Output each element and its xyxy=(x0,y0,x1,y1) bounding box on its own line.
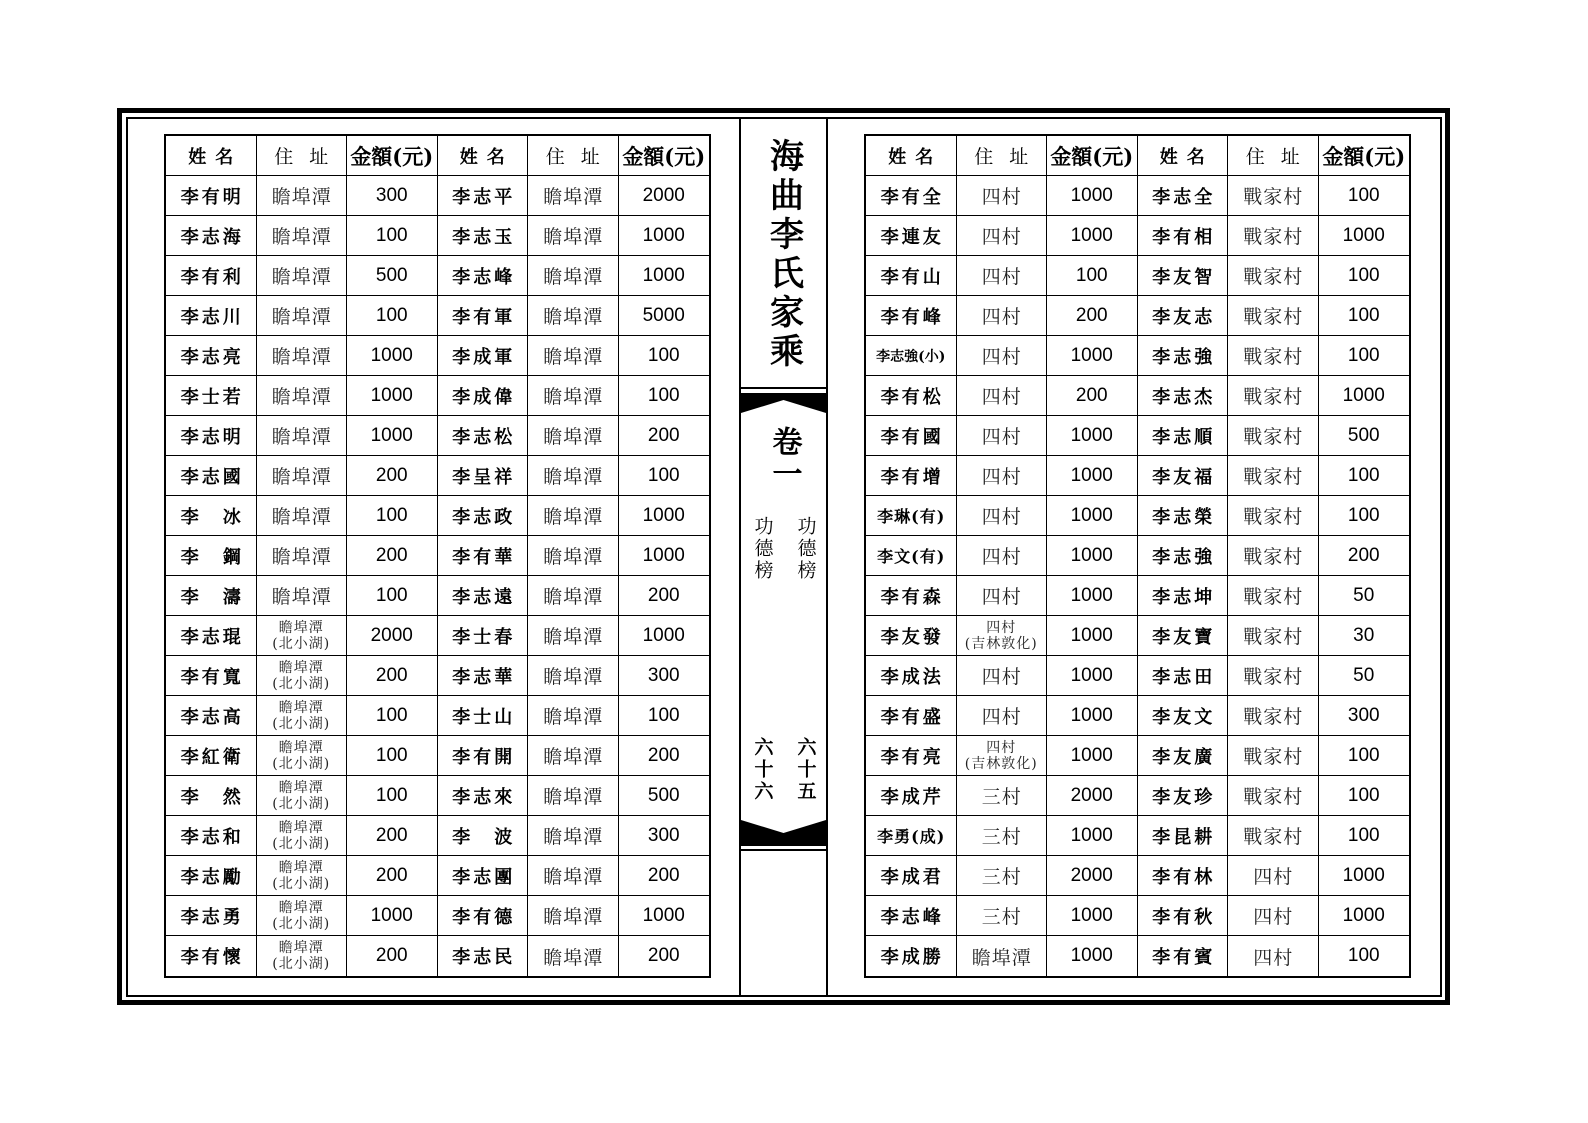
donor-name: 李有秋 xyxy=(1138,896,1229,936)
donor-name: 李文(有) xyxy=(866,536,957,576)
donor-address: 戰家村 xyxy=(1228,216,1319,256)
donor-name: 李友智 xyxy=(1138,256,1229,296)
donor-name: 李有國 xyxy=(866,416,957,456)
donor-address: 四村 xyxy=(1228,936,1319,976)
header-name: 姓名 xyxy=(166,136,257,176)
address-note: (北小湖) xyxy=(272,915,331,932)
donor-address: 瞻埠潭 xyxy=(528,536,619,576)
donor-name: 李 然 xyxy=(166,776,257,816)
donor-address: 戰家村 xyxy=(1228,616,1319,656)
donation-amount: 1000 xyxy=(619,216,710,256)
donation-amount: 200 xyxy=(647,945,680,966)
donor-name: 李志田 xyxy=(1138,656,1229,696)
donor-name: 李志勵 xyxy=(166,856,257,896)
address-village: 瞻埠潭 xyxy=(278,940,324,956)
donation-amount: 2000 xyxy=(1047,856,1138,896)
donor-address: 戰家村 xyxy=(1228,416,1319,456)
donation-amount: 100 xyxy=(1319,496,1410,536)
donor-address: 瞻埠潭 xyxy=(528,816,619,856)
donation-amount: 100 xyxy=(1319,296,1410,336)
donor-name: 李士春 xyxy=(438,616,529,656)
donation-amount: 200 xyxy=(1047,376,1138,416)
header-amount: 金額(元) xyxy=(1047,136,1138,176)
donation-amount: 1000 xyxy=(347,376,438,416)
donor-name: 李成君 xyxy=(866,856,957,896)
address-village: 瞻埠潭 xyxy=(278,619,324,636)
donor-address: 瞻埠潭 xyxy=(528,616,619,656)
donation-amount: 200 xyxy=(1047,296,1138,336)
donor-name: 李琳(有) xyxy=(866,496,957,536)
donor-name: 李志川 xyxy=(166,296,257,336)
donor-address: 瞻埠潭 xyxy=(257,376,348,416)
donor-name: 李志華 xyxy=(438,656,529,696)
donation-amount: 1000 xyxy=(1047,816,1138,856)
donor-name: 李有松 xyxy=(866,376,957,416)
donor-name: 李成芹 xyxy=(866,776,957,816)
donor-table-left xyxy=(164,134,711,978)
donor-name: 李志峰 xyxy=(438,256,529,296)
donor-address: 四村 xyxy=(957,376,1048,416)
donor-address: 瞻埠潭 xyxy=(528,896,619,936)
donation-amount: 100 xyxy=(619,336,710,376)
donor-address xyxy=(257,656,348,696)
donation-amount: 100 xyxy=(347,296,438,336)
donor-name: 李有開 xyxy=(438,736,529,776)
donor-address: 戰家村 xyxy=(1228,176,1319,216)
donor-name: 李志民 xyxy=(438,936,529,976)
donation-amount: 300 xyxy=(347,176,438,216)
donor-name: 李志團 xyxy=(438,856,529,896)
donor-name: 李志遠 xyxy=(438,576,529,616)
donor-name: 李成軍 xyxy=(438,336,529,376)
header-name: 姓名 xyxy=(1138,136,1229,176)
donor-address: 四村 xyxy=(957,456,1048,496)
donor-name: 李志松 xyxy=(438,416,529,456)
donation-amount: 1000 xyxy=(619,896,710,936)
donor-name: 李志國 xyxy=(166,456,257,496)
donation-amount: 100 xyxy=(1319,816,1410,856)
donation-amount: 200 xyxy=(619,416,710,456)
address-village: 瞻埠潭 xyxy=(278,699,324,716)
donation-amount: 1000 xyxy=(347,336,438,376)
donor-name: 李成勝 xyxy=(866,936,957,976)
donor-address xyxy=(257,896,348,936)
donor-address: 戰家村 xyxy=(1228,776,1319,816)
donor-address xyxy=(957,736,1048,776)
donor-address: 四村 xyxy=(957,696,1048,736)
donor-address: 瞻埠潭 xyxy=(257,336,348,376)
donor-address: 瞻埠潭 xyxy=(528,216,619,256)
donor-address: 瞻埠潭 xyxy=(528,176,619,216)
header-address: 住址 xyxy=(257,136,348,176)
donation-amount: 1000 xyxy=(1047,216,1138,256)
donor-name: 李有德 xyxy=(438,896,529,936)
address-note: (北小湖) xyxy=(272,956,331,972)
donor-address: 戰家村 xyxy=(1228,736,1319,776)
donation-amount: 200 xyxy=(347,856,438,896)
donation-amount: 200 xyxy=(347,536,438,576)
donation-amount: 1000 xyxy=(1047,616,1138,656)
donor-address: 瞻埠潭 xyxy=(528,496,619,536)
header-amount: 金額(元) xyxy=(347,136,438,176)
header-name: 姓名 xyxy=(866,136,957,176)
donation-amount: 5000 xyxy=(619,296,710,336)
donor-name: 李志平 xyxy=(438,176,529,216)
donor-address: 三村 xyxy=(957,856,1048,896)
donor-address: 四村 xyxy=(957,176,1048,216)
donor-name: 李有賓 xyxy=(1138,936,1229,976)
donor-name: 李志來 xyxy=(438,776,529,816)
donor-address xyxy=(257,736,348,776)
donation-amount: 100 xyxy=(1319,336,1410,376)
section-label-left: 功德榜 xyxy=(751,516,774,582)
header-name: 姓名 xyxy=(438,136,529,176)
donor-name: 李志強 xyxy=(1138,536,1229,576)
address-village: 瞻埠潭 xyxy=(278,819,324,836)
donor-name: 李志海 xyxy=(166,216,257,256)
donor-address: 瞻埠潭 xyxy=(957,936,1048,976)
donation-amount: 300 xyxy=(1319,696,1410,736)
donation-amount: 1000 xyxy=(347,416,438,456)
donor-name: 李連友 xyxy=(866,216,957,256)
donation-amount: 50 xyxy=(1319,576,1410,616)
donor-name: 李有利 xyxy=(166,256,257,296)
donor-name: 李成法 xyxy=(866,656,957,696)
donor-name: 李 鋼 xyxy=(166,536,257,576)
donor-address: 三村 xyxy=(957,896,1048,936)
donor-address: 三村 xyxy=(957,816,1048,856)
donor-table-right xyxy=(864,134,1411,978)
donor-address: 瞻埠潭 xyxy=(257,496,348,536)
address-village: 瞻埠潭 xyxy=(278,659,324,676)
donation-amount: 500 xyxy=(347,256,438,296)
donor-address xyxy=(257,856,348,896)
donor-address: 瞻埠潭 xyxy=(257,296,348,336)
address-note: (北小湖) xyxy=(272,795,331,812)
donor-name: 李有山 xyxy=(866,256,957,296)
donor-name: 李志勇 xyxy=(166,896,257,936)
address-village: 四村 xyxy=(986,619,1017,636)
donor-address: 瞻埠潭 xyxy=(528,776,619,816)
donor-address: 瞻埠潭 xyxy=(257,576,348,616)
donor-name: 李志明 xyxy=(166,416,257,456)
donor-name: 李勇(成) xyxy=(866,816,957,856)
address-note: (北小湖) xyxy=(272,835,331,852)
donor-address: 瞻埠潭 xyxy=(528,256,619,296)
donor-address: 瞻埠潭 xyxy=(257,416,348,456)
donor-address: 戰家村 xyxy=(1228,496,1319,536)
donor-name: 李志順 xyxy=(1138,416,1229,456)
donor-address xyxy=(257,616,348,656)
donation-amount: 1000 xyxy=(1047,416,1138,456)
fish-tail-bottom-ornament xyxy=(741,817,826,853)
donor-address xyxy=(257,696,348,736)
donation-amount: 1000 xyxy=(619,616,710,656)
donor-name: 李有華 xyxy=(438,536,529,576)
donor-address: 四村 xyxy=(957,336,1048,376)
fish-tail-top-ornament xyxy=(741,385,826,417)
header-address: 住址 xyxy=(528,136,619,176)
donor-name: 李友志 xyxy=(1138,296,1229,336)
donation-amount: 100 xyxy=(1047,256,1138,296)
donation-amount: 2000 xyxy=(347,616,438,656)
donor-address: 瞻埠潭 xyxy=(528,856,619,896)
donor-name: 李有寬 xyxy=(166,656,257,696)
donor-address: 瞻埠潭 xyxy=(257,176,348,216)
donor-address: 瞻埠潭 xyxy=(257,456,348,496)
donation-amount: 200 xyxy=(619,736,710,776)
donor-address: 瞻埠潭 xyxy=(528,936,619,976)
donation-amount: 1000 xyxy=(1047,176,1138,216)
donation-amount: 300 xyxy=(619,816,710,856)
donor-address: 瞻埠潭 xyxy=(528,656,619,696)
donation-amount: 100 xyxy=(1319,456,1410,496)
donation-amount: 200 xyxy=(619,856,710,896)
donor-name: 李友福 xyxy=(1138,456,1229,496)
donation-amount: 2000 xyxy=(619,176,710,216)
donor-name: 李有相 xyxy=(1138,216,1229,256)
donation-amount: 1000 xyxy=(1047,456,1138,496)
donation-amount: 1000 xyxy=(1047,656,1138,696)
donor-address: 瞻埠潭 xyxy=(257,536,348,576)
donor-address: 戰家村 xyxy=(1228,816,1319,856)
donor-name: 李 濤 xyxy=(166,576,257,616)
donation-amount: 100 xyxy=(347,776,438,816)
address-note: (北小湖) xyxy=(272,635,331,652)
donor-name: 李友廣 xyxy=(1138,736,1229,776)
donor-name: 李志政 xyxy=(438,496,529,536)
header-amount: 金額(元) xyxy=(1319,136,1410,176)
page-number-left: 六十六 xyxy=(751,737,774,803)
address-note: (北小湖) xyxy=(272,875,331,892)
donation-amount: 500 xyxy=(1319,416,1410,456)
donation-amount: 100 xyxy=(1319,736,1410,776)
donor-name: 李友發 xyxy=(866,616,957,656)
donation-amount: 100 xyxy=(347,736,438,776)
donor-address: 四村 xyxy=(957,576,1048,616)
donor-address: 戰家村 xyxy=(1228,256,1319,296)
donor-address: 戰家村 xyxy=(1228,376,1319,416)
donation-amount: 200 xyxy=(347,456,438,496)
donor-name: 李有盛 xyxy=(866,696,957,736)
address-note: (吉林敦化) xyxy=(964,635,1038,652)
donation-amount: 2000 xyxy=(1047,776,1138,816)
donor-address xyxy=(257,816,348,856)
donation-amount: 1000 xyxy=(1047,936,1138,976)
donation-amount: 1000 xyxy=(1047,576,1138,616)
header-address: 住址 xyxy=(1228,136,1319,176)
donor-address: 瞻埠潭 xyxy=(257,216,348,256)
donor-name: 李昆耕 xyxy=(1138,816,1229,856)
donation-amount: 100 xyxy=(619,376,710,416)
donor-address: 戰家村 xyxy=(1228,336,1319,376)
address-village: 瞻埠潭 xyxy=(278,779,324,796)
donation-amount: 300 xyxy=(619,656,710,696)
donor-name: 李有軍 xyxy=(438,296,529,336)
donor-name: 李志杰 xyxy=(1138,376,1229,416)
donor-address: 四村 xyxy=(1228,896,1319,936)
donation-amount: 1000 xyxy=(1047,696,1138,736)
donor-address: 戰家村 xyxy=(1228,296,1319,336)
book-spine xyxy=(739,117,828,997)
donation-amount: 200 xyxy=(347,656,438,696)
donation-amount: 1000 xyxy=(1319,896,1410,936)
donor-name: 李志全 xyxy=(1138,176,1229,216)
donor-name: 李志和 xyxy=(166,816,257,856)
volume-label: 卷一 xyxy=(766,426,802,490)
donation-amount: 1000 xyxy=(1047,336,1138,376)
donation-amount: 1000 xyxy=(1047,896,1138,936)
donor-name: 李 冰 xyxy=(166,496,257,536)
address-village: 四村 xyxy=(986,739,1017,756)
donation-amount: 200 xyxy=(347,816,438,856)
donor-address: 瞻埠潭 xyxy=(528,336,619,376)
page-number-right: 六十五 xyxy=(794,737,817,803)
donor-address: 瞻埠潭 xyxy=(528,296,619,336)
donor-address: 三村 xyxy=(957,776,1048,816)
donor-address: 四村 xyxy=(957,296,1048,336)
donation-amount: 30 xyxy=(1319,616,1410,656)
donor-name: 李友寶 xyxy=(1138,616,1229,656)
donation-amount: 1000 xyxy=(619,496,710,536)
donor-address xyxy=(957,616,1048,656)
donor-name: 李志坤 xyxy=(1138,576,1229,616)
donor-address: 四村 xyxy=(1228,856,1319,896)
donation-amount: 200 xyxy=(347,936,438,976)
donation-amount: 100 xyxy=(1347,945,1380,966)
address-village: 瞻埠潭 xyxy=(278,899,324,916)
address-village: 瞻埠潭 xyxy=(278,859,324,876)
donor-name: 李志榮 xyxy=(1138,496,1229,536)
book-title: 海曲李氏家乘 xyxy=(763,138,804,372)
donation-amount: 100 xyxy=(1319,176,1410,216)
donation-amount: 200 xyxy=(1319,536,1410,576)
donation-amount: 100 xyxy=(347,216,438,256)
donation-amount: 1000 xyxy=(1047,536,1138,576)
address-note: (北小湖) xyxy=(272,755,331,772)
donation-amount: 100 xyxy=(347,696,438,736)
donation-amount: 100 xyxy=(619,456,710,496)
donor-name: 李士若 xyxy=(166,376,257,416)
donor-name: 李志高 xyxy=(166,696,257,736)
donor-address: 瞻埠潭 xyxy=(528,376,619,416)
donor-name: 李有全 xyxy=(866,176,957,216)
donation-amount: 100 xyxy=(1319,256,1410,296)
donor-name: 李志強(小) xyxy=(866,336,957,376)
donor-address: 戰家村 xyxy=(1228,536,1319,576)
donor-name: 李有亮 xyxy=(866,736,957,776)
donor-name: 李友文 xyxy=(1138,696,1229,736)
donor-name: 李有森 xyxy=(866,576,957,616)
donation-amount: 50 xyxy=(1319,656,1410,696)
donor-name: 李士山 xyxy=(438,696,529,736)
donor-address xyxy=(257,936,348,976)
address-note: (吉林敦化) xyxy=(964,755,1038,772)
donation-amount: 100 xyxy=(347,576,438,616)
donor-address: 戰家村 xyxy=(1228,696,1319,736)
donor-name: 李志玉 xyxy=(438,216,529,256)
donor-address: 四村 xyxy=(957,216,1048,256)
address-village: 瞻埠潭 xyxy=(278,739,324,756)
donor-address: 瞻埠潭 xyxy=(528,736,619,776)
donor-address: 四村 xyxy=(957,536,1048,576)
donor-name: 李志峰 xyxy=(866,896,957,936)
donation-amount: 100 xyxy=(1319,776,1410,816)
donor-address: 瞻埠潭 xyxy=(528,576,619,616)
donation-amount: 1000 xyxy=(619,536,710,576)
donor-address: 戰家村 xyxy=(1228,456,1319,496)
donor-address: 瞻埠潭 xyxy=(528,456,619,496)
donor-name: 李有明 xyxy=(166,176,257,216)
donor-name: 李有懷 xyxy=(166,936,257,976)
donor-name: 李志亮 xyxy=(166,336,257,376)
donation-amount: 1000 xyxy=(1319,216,1410,256)
donation-amount: 1000 xyxy=(1319,376,1410,416)
donor-name: 李有林 xyxy=(1138,856,1229,896)
header-address: 住址 xyxy=(957,136,1048,176)
donor-name: 李 波 xyxy=(438,816,529,856)
donor-name: 李有峰 xyxy=(866,296,957,336)
donor-address: 四村 xyxy=(957,656,1048,696)
donor-name: 李友珍 xyxy=(1138,776,1229,816)
section-label-right: 功德榜 xyxy=(794,516,817,582)
donation-amount: 200 xyxy=(619,576,710,616)
donor-name: 李志強 xyxy=(1138,336,1229,376)
donor-address: 四村 xyxy=(957,496,1048,536)
donor-address: 瞻埠潭 xyxy=(528,696,619,736)
donor-address: 戰家村 xyxy=(1228,656,1319,696)
header-amount: 金額(元) xyxy=(619,136,710,176)
donor-address xyxy=(257,776,348,816)
donor-name: 李志琨 xyxy=(166,616,257,656)
donation-amount: 1000 xyxy=(347,896,438,936)
donor-address: 四村 xyxy=(957,416,1048,456)
donor-name: 李成偉 xyxy=(438,376,529,416)
donation-amount: 100 xyxy=(619,696,710,736)
donor-name: 李紅衛 xyxy=(166,736,257,776)
donation-amount: 1000 xyxy=(1047,736,1138,776)
address-note: (北小湖) xyxy=(272,715,331,732)
donation-amount: 1000 xyxy=(1319,856,1410,896)
donor-address: 瞻埠潭 xyxy=(257,256,348,296)
donation-amount: 100 xyxy=(347,496,438,536)
donor-address: 四村 xyxy=(957,256,1048,296)
donor-name: 李有增 xyxy=(866,456,957,496)
donor-address: 戰家村 xyxy=(1228,576,1319,616)
donation-amount: 1000 xyxy=(1047,496,1138,536)
donation-amount: 500 xyxy=(619,776,710,816)
address-note: (北小湖) xyxy=(272,675,331,692)
donation-amount: 1000 xyxy=(619,256,710,296)
donor-name: 李呈祥 xyxy=(438,456,529,496)
donor-address: 瞻埠潭 xyxy=(528,416,619,456)
